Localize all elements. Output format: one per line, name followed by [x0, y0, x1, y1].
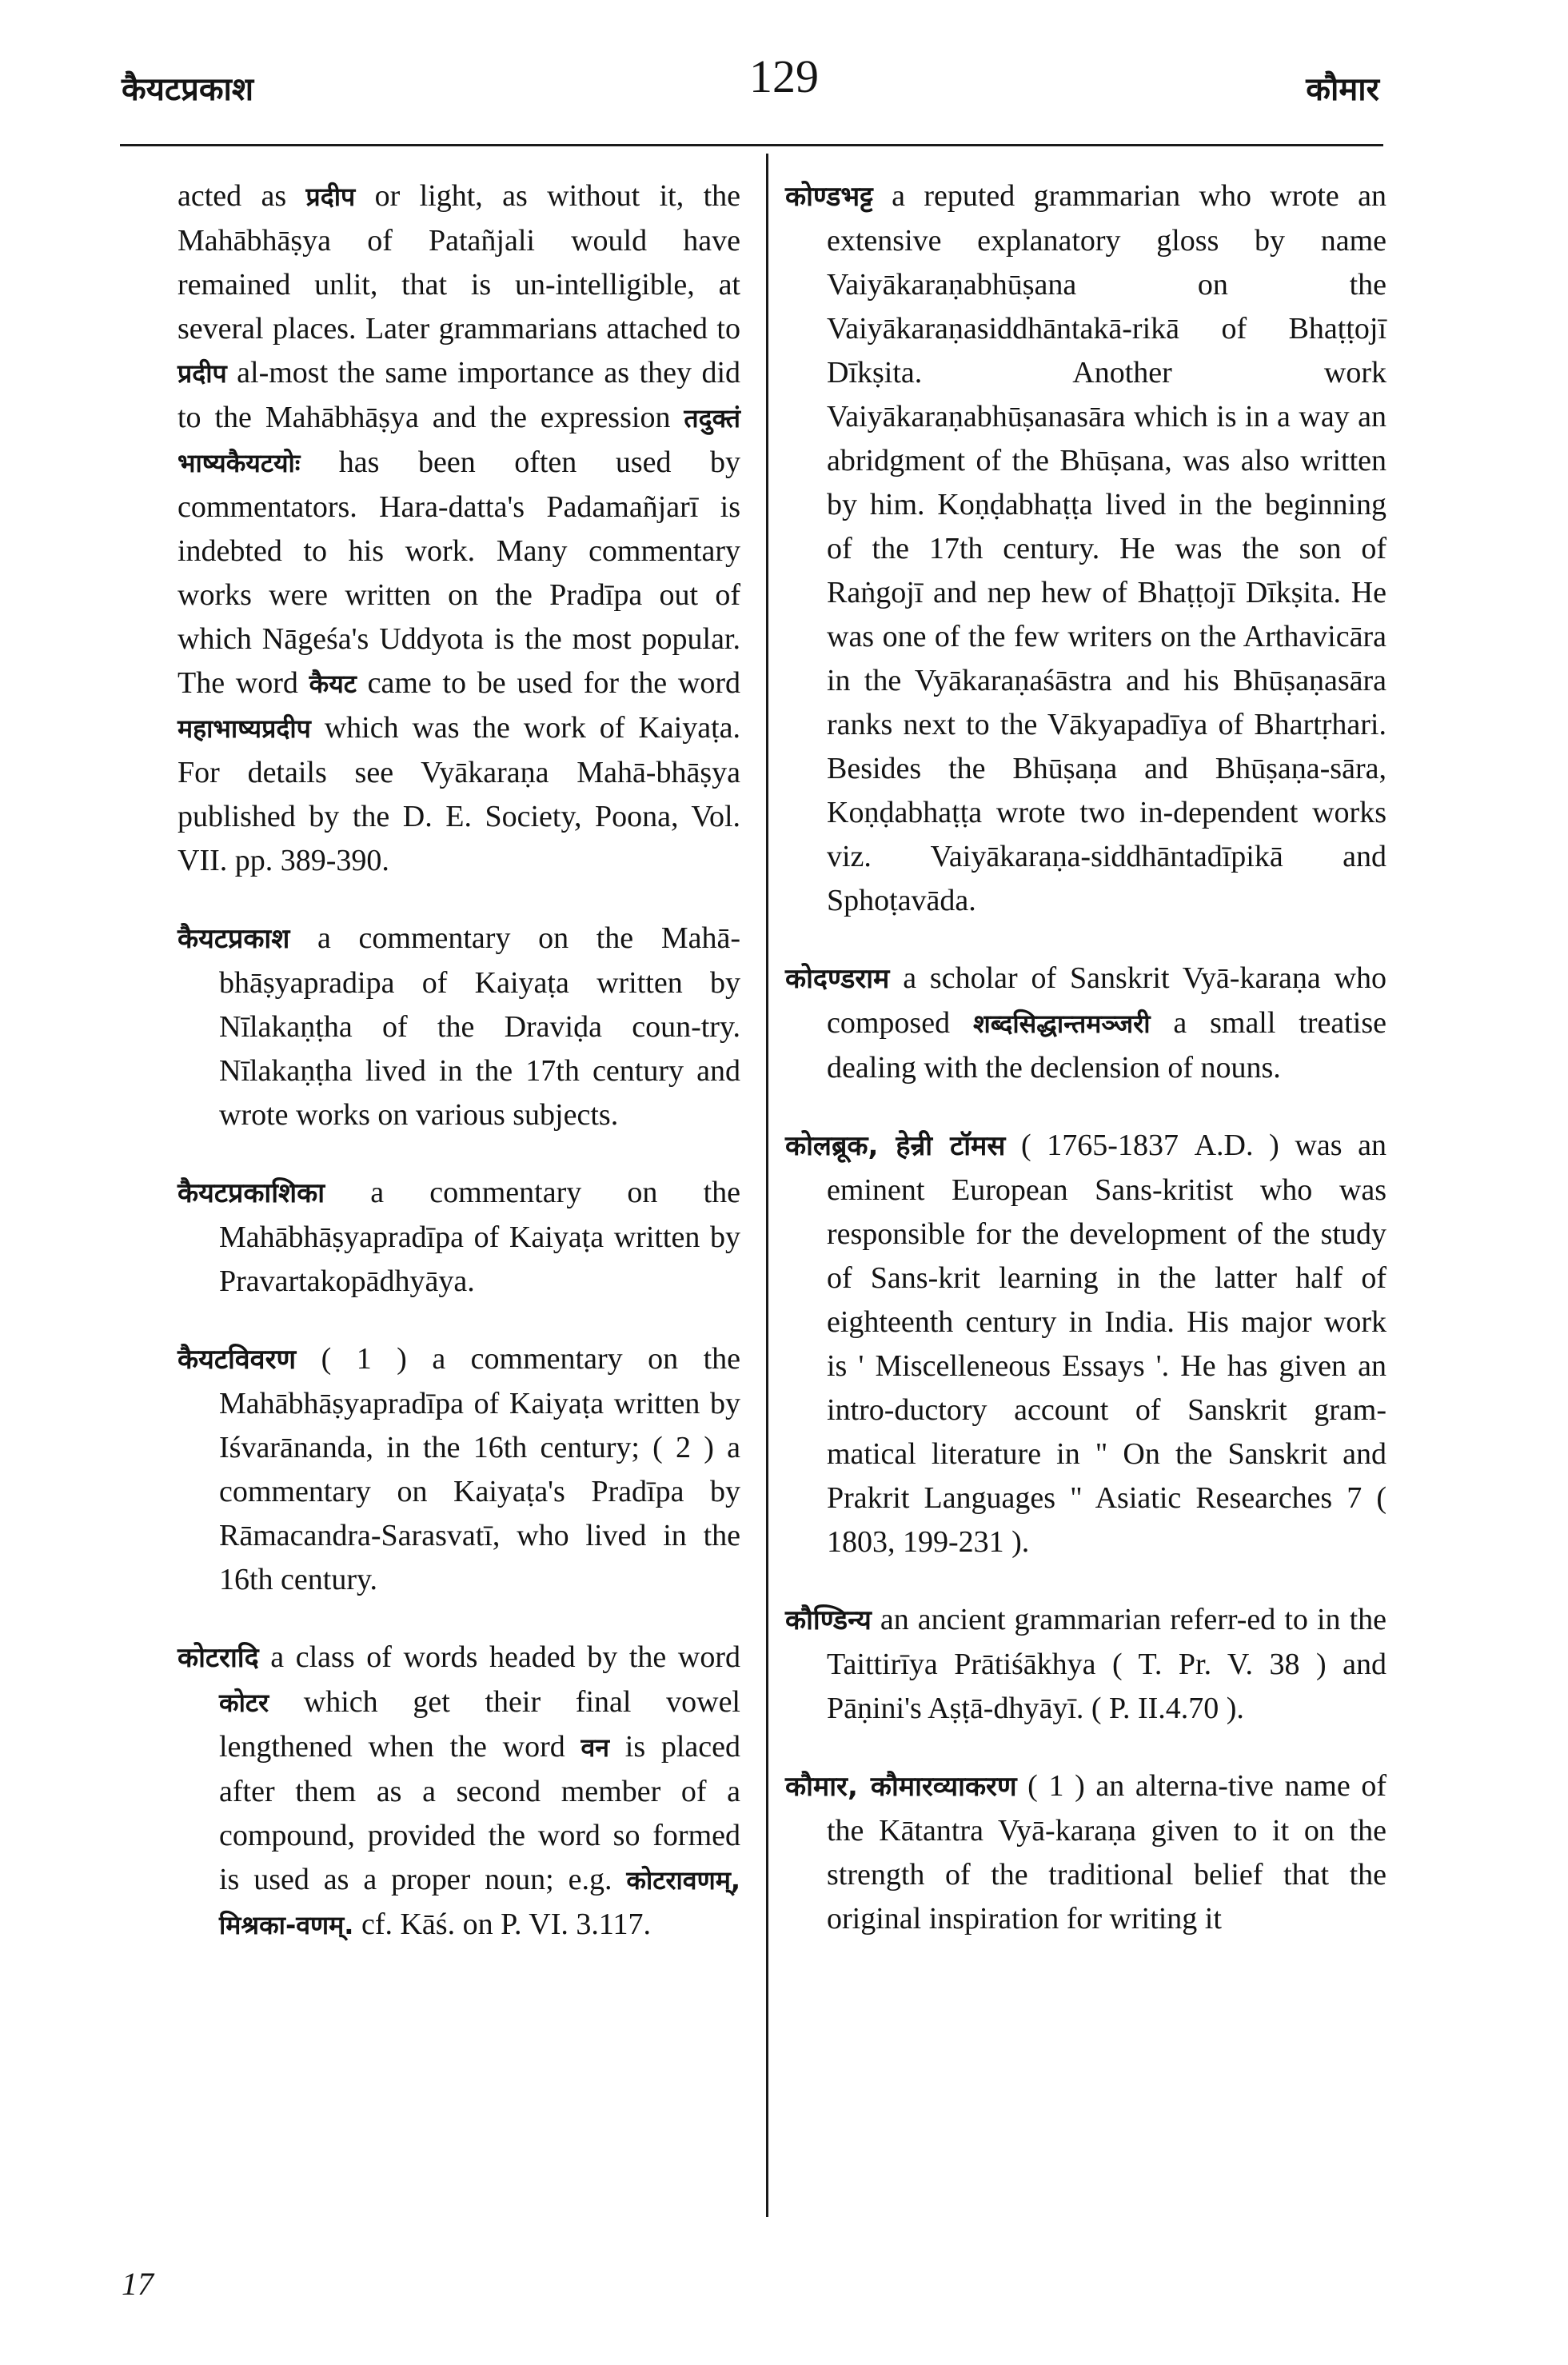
entry-kaiyatavivarana [178, 1337, 740, 1602]
entry-text: ( 1 ) a commentary on the Mahābhāṣyapradīpa of Kaiyaṭa written by Iśvarānanda, in the 16th century; ( 2 ) a commentary on Kaiyaṭa's Pradīpa by Rāmacandra-Sarasvatī, who lived in the 16th century. [219, 1342, 740, 1596]
entry-headword: कौण्डिन्य [785, 1604, 872, 1636]
entry-kondabhatta [785, 174, 1386, 923]
entry-text: a reputed grammarian who wrote an extensive explanatory gloss by name Vaiyākaraṇabhūṣana on the Vaiyākaraṇasiddhāntakā-rikā of Bhaṭṭojī Dīkṣita. Another work Vaiyākaraṇabhūṣanasāra which is in a way an abridgment of the Bhūṣana, was also written by him. Koṇḍabhaṭṭa lived in the beginning of the 17th century. He was the son of Raṅgojī and nep hew of Bhaṭṭojī Dīkṣita. He was one of the few writers on the Arthavicāra in the Vyākaraṇaśāstra and his Bhūṣaṇasāra ranks next to the Vākyapadīya of Bhartṛhari. Besides the Bhūṣaṇa and Bhūṣaṇa-sāra, Koṇḍabhaṭṭa wrote two in-dependent works viz. Vaiyākaraṇa-siddhāntadīpikā and Sphoṭavāda. [827, 179, 1386, 917]
continued-entry-text: acted as प्रदीप or light, as without it, the Mahābhāṣya of Patañjali would have remained unlit, that is un-intelligible, at several places. Later grammarians attached to प्रदीप al-most the same importance as they did to the Mahābhāṣya and the expression तदुक्तं भाष्यकैयटयोः has been often used by commentators. Hara-datta's Padamañjarī is indebted to his work. Many commentary works were written on the Pradīpa out of which Nāgeśa's Uddyota is the most popular. The word कैयट came to be used for the word महाभाष्यप्रदीप which was the work of Kaiyaṭa. For details see Vyākaraṇa Mahā-bhāṣya published by the D. E. Society, Poona, Vol. VII. pp. 389-390. [178, 179, 740, 877]
entry-headword: कैयटविवरण [178, 1344, 297, 1376]
right-running-head: कौमार [1306, 71, 1379, 108]
entry-colebrooke [785, 1124, 1386, 1564]
left-running-head: कैयटप्रकाश [122, 71, 254, 108]
header-rule [120, 144, 1383, 146]
entry-headword: कैयटप्रकाश [178, 923, 290, 955]
page-header [0, 0, 1568, 144]
entry-kaiyataprakasha [178, 917, 740, 1137]
entry-headword: कोलब्रूक, हेन्री टॉमस [785, 1130, 1006, 1162]
entry-kaiyataprakashika [178, 1171, 740, 1304]
entry-kaumara [785, 1764, 1386, 1941]
column-divider [766, 154, 768, 2217]
left-column [178, 174, 740, 1981]
entry-headword: कैयटप्रकाशिका [178, 1177, 325, 1209]
page-number: 129 [749, 50, 819, 102]
entry-headword: कोदण्डराम [785, 963, 890, 995]
entry-kotaradi: कोटरादि a class of words headed by the word कोटर which get their final vowel lengthened when the word वन is placed after them as a second member of a compound, provided the word so formed is used as a proper noun; e.g. कोटरावणम्, मिश्रका-वणम्. cf. Kāś. on P. VI. 3.117. [178, 1640, 740, 1941]
entry-text: ( 1 ) an alterna-tive name of the Kātantra Vyā-karaṇa given to it on the strength of the traditional belief that the original inspiration for writing it [827, 1769, 1387, 1936]
right-column [785, 174, 1386, 1975]
entry-headword: कोटरादि [178, 1642, 259, 1674]
entry-text: a commentary on the Mahābhāṣyapradīpa of Kaiyaṭa written by Pravartakopādhyāya. [219, 1176, 740, 1298]
signature-mark: 17 [122, 2266, 154, 2302]
entry-headword: कोण्डभट्ट [785, 181, 873, 213]
entry-text: ( 1765-1837 A.D. ) was an eminent European Sans-kritist who was responsible for the development of the study of Sans-krit learning in the latter half of eighteenth century in India. His major work is ' Miscelleneous Essays '. He has given an intro-ductory account of Sanskrit gram-matical literature in " On the Sanskrit and Prakrit Languages " Asiatic Researches 7 ( 1803, 199-231 ). [827, 1129, 1387, 1559]
entry-kodandarama: कोदण्डराम a scholar of Sanskrit Vyā-karaṇa who composed शब्दसिद्धान्तमञ्जरी a small treatise dealing with the declension of nouns. [785, 961, 1386, 1085]
entry-text: a commentary on the Mahā-bhāṣyapradipa of Kaiyaṭa written by Nīlakaṇṭha of the Draviḍa coun-try. Nīlakaṇṭha lived in the 17th century and wrote works on various subjects. [219, 921, 740, 1132]
entry-kaundinya [785, 1598, 1386, 1731]
entry-headword: कौमार, कौमारव्याकरण [785, 1771, 1017, 1803]
entry-text: an ancient grammarian referr-ed to in the Taittirīya Prātiśākhya ( T. Pr. V. 38 ) and Pāṇini's Aṣṭā-dhyāyī. ( P. II.4.70 ). [827, 1603, 1386, 1725]
